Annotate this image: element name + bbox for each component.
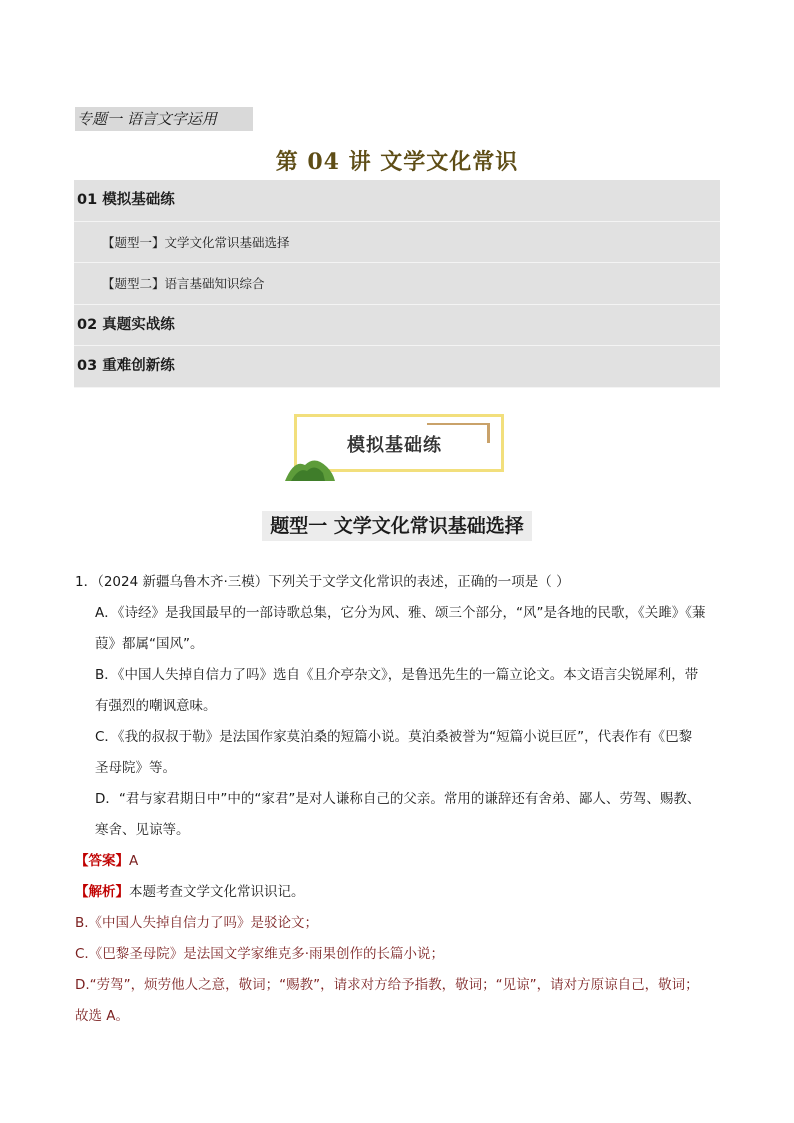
analysis-label: 【解析】 (75, 884, 129, 900)
analysis-point-c: C.《巴黎圣母院》是法国文学家维克多·雨果创作的长篇小说； (75, 946, 445, 962)
analysis-point-b: B.《中国人失掉自信力了吗》是驳论文； (75, 915, 319, 931)
question-1 (75, 567, 735, 846)
answer-label: 【答案】 (75, 853, 129, 869)
toc-item-type-two[interactable]: 【题型二】语言基础知识综合 (74, 263, 720, 305)
option-b-line-2: 有强烈的嘲讽意味。 (95, 698, 217, 714)
hills-icon (285, 453, 335, 481)
analysis-intro: 本题考查文学文化常识识记。 (129, 884, 305, 900)
topic-tag: 专题一 语言文字运用 (75, 107, 253, 131)
table-of-contents (74, 180, 720, 388)
analysis-point-d: D.“劳驾”，烦劳他人之意，敬词；“赐教”，请求对方给予指教，敬词；“见谅”，请对方原谅自己，敬词； (75, 977, 699, 993)
question-stem: 1．（2024 新疆乌鲁木齐·三模）下列关于文学文化常识的表述，正确的一项是（ ） (75, 574, 570, 590)
answer-line (75, 846, 735, 877)
banner-label: 模拟基础练 (347, 435, 442, 456)
toc-item-real-exam[interactable]: 02 真题实战练 (74, 305, 720, 347)
banner-decor-line (427, 423, 487, 425)
option-d-line-2: 寒舍、见谅等。 (95, 822, 190, 838)
banner-decor-tick (487, 423, 490, 443)
option-a-line-2: 葭》都属“国风”。 (95, 636, 204, 652)
analysis-line (75, 877, 735, 908)
option-c-line-2: 圣母院》等。 (95, 760, 176, 776)
toc-item-innovation[interactable]: 03 重难创新练 (74, 346, 720, 388)
option-d-line-1: D．“君与家君期日中”中的“家君”是对人谦称自己的父亲。常用的谦辞还有舍弟、鄙人、劳驾、赐教、 (95, 791, 701, 807)
answer-section (75, 846, 735, 1032)
section-heading: 题型一 文学文化常识基础选择 (262, 511, 532, 541)
option-c-line-1: C．《我的叔叔于勒》是法国作家莫泊桑的短篇小说。莫泊桑被誉为“短篇小说巨匠”，代表作有《巴黎 (95, 729, 693, 745)
analysis-conclusion: 故选 A。 (75, 1008, 130, 1024)
toc-item-simulation-basic[interactable]: 01 模拟基础练 (74, 180, 720, 222)
toc-item-type-one[interactable]: 【题型一】文学文化常识基础选择 (74, 222, 720, 264)
answer-value: A (129, 853, 139, 869)
option-a-line-1: A．《诗经》是我国最早的一部诗歌总集，它分为风、雅、颂三个部分，“风”是各地的民歌，《关雎》《蒹 (95, 605, 706, 621)
page-title: 第 04 讲 文学文化常识 (275, 149, 519, 175)
option-b-line-1: B．《中国人失掉自信力了吗》选自《且介亭杂文》，是鲁迅先生的一篇立论文。本文语言尖锐犀利，带 (95, 667, 699, 683)
